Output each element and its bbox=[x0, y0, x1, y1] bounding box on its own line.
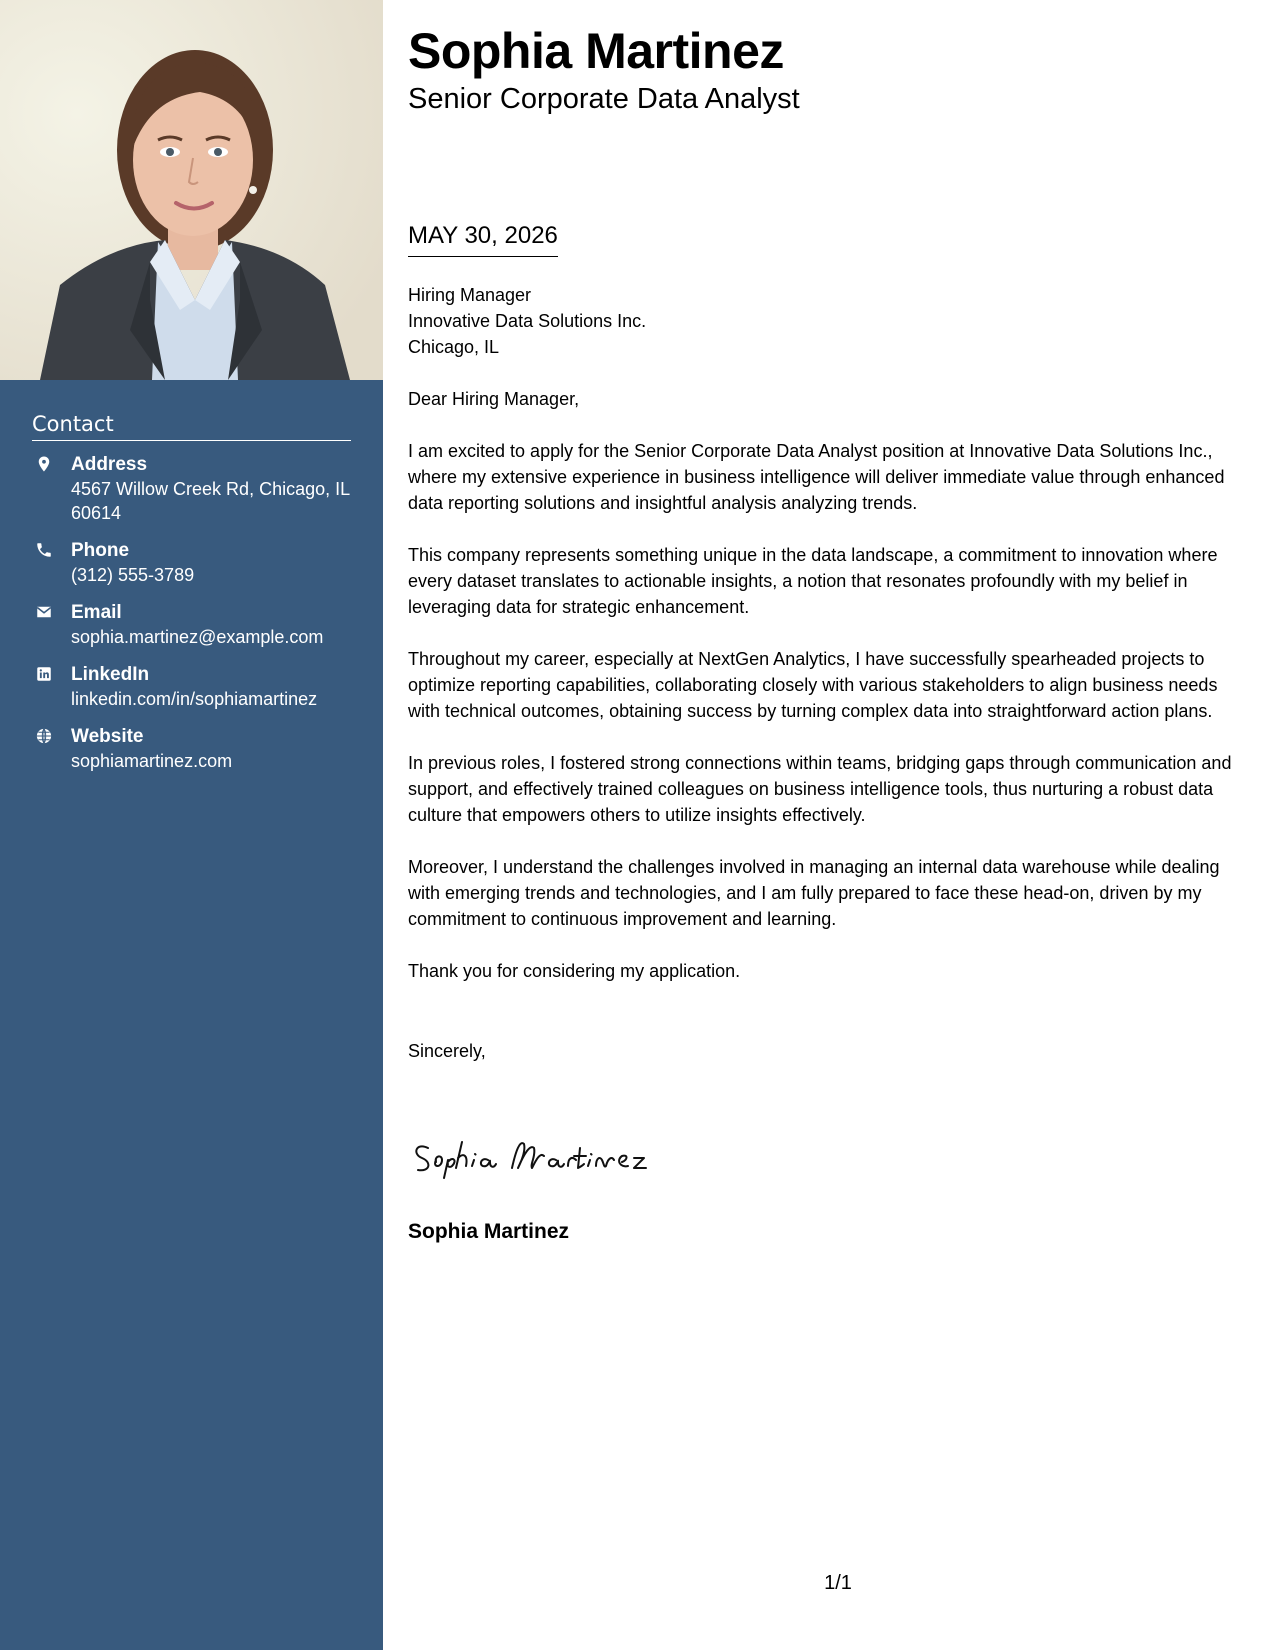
salutation: Dear Hiring Manager, bbox=[408, 389, 580, 409]
contact-label: LinkedIn bbox=[71, 664, 150, 685]
recipient-line: Chicago, IL bbox=[408, 337, 500, 357]
paragraph: This company represents something unique in the data landscape, a commitment to innovation where every dataset translates to actionable insights, a notion that resonates profoundly with my belief in leveraging data for strategic enhancement. bbox=[408, 545, 1218, 617]
linkedin-icon bbox=[35, 665, 53, 683]
paragraph: Moreover, I understand the challenges involved in managing an internal data warehouse while dealing with emerging trends and technologies, and I am fully prepared to face these head-on, driven by my commitment to continuous improvement and learning. bbox=[408, 857, 1220, 929]
recipient-line: Innovative Data Solutions Inc. bbox=[408, 311, 647, 331]
paragraph: Throughout my career, especially at NextGen Analytics, I have successfully spearheaded projects to optimize reporting capabilities, collaborating closely with various stakeholders to align business needs with technical outcomes, obtaining success by turning complex data into straightforward action plans. bbox=[408, 649, 1218, 721]
paragraph: In previous roles, I fostered strong connections within teams, bridging gaps through communication and support, and effectively trained colleagues on business intelligence tools, thus nurturing a robust data culture that empowers others to utilize insights effectively. bbox=[408, 753, 1232, 825]
address-value: 4567 Willow Creek Rd, Chicago, IL 60614 bbox=[71, 479, 350, 523]
email-link[interactable]: sophia.martinez@example.com bbox=[71, 627, 324, 647]
applicant-name: Sophia Martinez bbox=[408, 23, 784, 79]
recipient-line: Hiring Manager bbox=[408, 285, 532, 305]
contact-address bbox=[32, 453, 351, 525]
closing: Sincerely, bbox=[408, 1041, 486, 1061]
linkedin-link[interactable]: linkedin.com/in/sophiamartinez bbox=[71, 689, 318, 709]
contact-title: Contact bbox=[32, 412, 351, 441]
letter-body bbox=[408, 282, 1253, 1064]
contact-website bbox=[32, 725, 351, 773]
contact-label: Address bbox=[71, 454, 148, 475]
recipient-block bbox=[408, 282, 1253, 360]
location-pin-icon bbox=[35, 455, 53, 473]
contact-phone bbox=[32, 539, 351, 587]
contact-email bbox=[32, 601, 351, 649]
paragraph: I am excited to apply for the Senior Corporate Data Analyst position at Innovative Data Solutions Inc., where my extensive experience in business intelligence will deliver immediate value through enhanced data reporting solutions and insightful analysis analyzing trends. bbox=[408, 441, 1225, 513]
globe-icon bbox=[35, 727, 53, 745]
website-link[interactable]: sophiamartinez.com bbox=[71, 751, 233, 771]
paragraph: Thank you for considering my application. bbox=[408, 961, 741, 981]
signed-name: Sophia Martinez bbox=[408, 1220, 570, 1243]
contact-label: Website bbox=[71, 726, 144, 747]
page-number: 1/1 bbox=[824, 1572, 852, 1594]
contact-label: Phone bbox=[71, 540, 130, 561]
handwritten-signature bbox=[408, 1130, 668, 1180]
contact-label: Email bbox=[71, 602, 122, 623]
contact-linkedin bbox=[32, 663, 351, 711]
profile-photo bbox=[0, 0, 383, 380]
applicant-title: Senior Corporate Data Analyst bbox=[408, 83, 800, 115]
phone-icon bbox=[35, 541, 53, 559]
sidebar bbox=[0, 0, 383, 1650]
envelope-icon bbox=[35, 603, 53, 621]
phone-value: (312) 555-3789 bbox=[71, 565, 195, 585]
contact-section bbox=[32, 412, 351, 787]
letter-date: MAY 30, 2026 bbox=[408, 222, 558, 257]
